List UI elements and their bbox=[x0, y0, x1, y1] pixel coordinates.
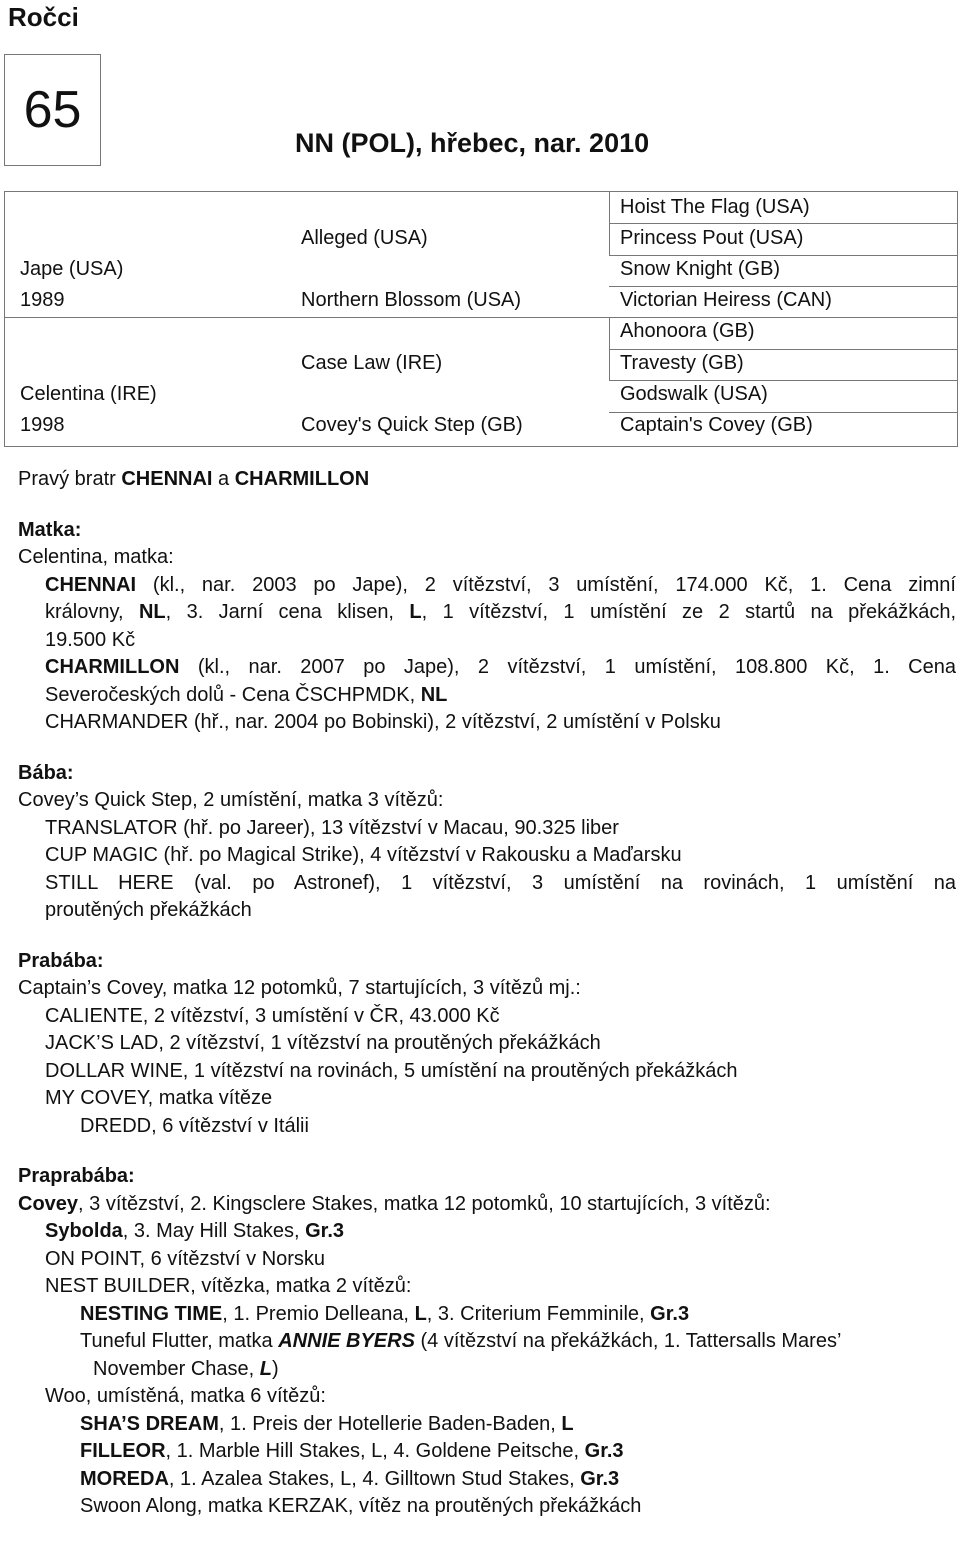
baba-intro: Covey’s Quick Step, 2 umístění, matka 3 vítězů: bbox=[18, 789, 444, 811]
offspring-line: MY COVEY, matka vítěze bbox=[45, 1087, 273, 1109]
pedigree-gen3: Captain's Covey (GB) bbox=[620, 414, 813, 436]
pedigree-gen3: Godswalk (USA) bbox=[620, 383, 768, 405]
offspring-line: proutěných překážkách bbox=[45, 899, 252, 921]
pedigree-gen2: Alleged (USA) bbox=[301, 227, 428, 249]
horse-title: NN (POL), hřebec, nar. 2010 bbox=[295, 128, 650, 158]
offspring-line: královny, NL, 3. Jarní cena klisen, L, 1 vítězství, 1 umístění ze 2 startů na překážkách, bbox=[45, 601, 956, 623]
prababa-heading: Prabába: bbox=[18, 949, 104, 972]
offspring-line: CALIENTE, 2 vítězství, 3 umístění v ČR, 43.000 Kč bbox=[45, 1004, 500, 1027]
pedigree-divider bbox=[609, 317, 610, 380]
pedigree-table bbox=[4, 191, 958, 447]
matka-intro: Celentina, matka: bbox=[18, 546, 174, 568]
pedigree-sire-name: Jape (USA) bbox=[20, 258, 124, 280]
pedigree-notes bbox=[18, 466, 956, 1521]
pedigree-divider bbox=[5, 317, 957, 318]
offspring-line: SHA’S DREAM, 1. Preis der Hotellerie Baden-Baden, L bbox=[80, 1412, 574, 1435]
pedigree-gen3: Victorian Heiress (CAN) bbox=[620, 289, 832, 311]
matka-section bbox=[18, 517, 956, 737]
intro-section bbox=[18, 466, 956, 494]
praprababa-heading: Praprabába: bbox=[18, 1165, 135, 1187]
offspring-line: JACK’S LAD, 2 vítězství, 1 vítězství na proutěných překážkách bbox=[45, 1032, 601, 1054]
pedigree-gen3: Travesty (GB) bbox=[620, 352, 744, 374]
praprababa-intro: Covey, 3 vítězství, 2. Kingsclere Stakes, matka 12 potomků, 10 startujících, 3 vítězů: bbox=[18, 1192, 771, 1215]
offspring-line: CHARMANDER (hř., nar. 2004 po Bobinski), 2 vítězství, 2 umístění v Polsku bbox=[45, 711, 721, 733]
offspring-line: STILL HERE (val. po Astronef), 1 vítězství, 3 umístění na rovinách, 1 umístění na bbox=[45, 871, 956, 894]
horse-number-box bbox=[4, 54, 101, 166]
pedigree-gen3: Hoist The Flag (USA) bbox=[620, 196, 810, 218]
pedigree-gen2: Covey's Quick Step (GB) bbox=[301, 414, 523, 436]
offspring-line: CHARMILLON (kl., nar. 2007 po Jape), 2 vítězství, 1 umístění, 108.800 Kč, 1. Cena bbox=[45, 656, 956, 678]
pedigree-sire-year: 1989 bbox=[20, 289, 65, 311]
offspring-line: MOREDA, 1. Azalea Stakes, L, 4. Gilltown Stud Stakes, Gr.3 bbox=[80, 1467, 620, 1490]
pedigree-gen3: Princess Pout (USA) bbox=[620, 227, 804, 249]
prababa-section bbox=[18, 948, 956, 1141]
pedigree-divider bbox=[609, 255, 957, 256]
pedigree-divider bbox=[609, 349, 957, 350]
offspring-line: CUP MAGIC (hř. po Magical Strike), 4 vítězství v Rakousku a Maďarsku bbox=[45, 844, 682, 866]
offspring-line: November Chase, L) bbox=[93, 1357, 279, 1380]
offspring-line: Sybolda, 3. May Hill Stakes, Gr.3 bbox=[45, 1220, 344, 1242]
horse-number: 65 bbox=[23, 81, 82, 139]
offspring-line: Severočeských dolů - Cena ČSCHPMDK, NL bbox=[45, 683, 448, 706]
offspring-line: ON POINT, 6 vítězství v Norsku bbox=[45, 1247, 326, 1270]
praprababa-section bbox=[18, 1163, 956, 1521]
pedigree-gen3: Snow Knight (GB) bbox=[620, 258, 781, 280]
offspring-line: NEST BUILDER, vítězka, matka 2 vítězů: bbox=[45, 1275, 412, 1297]
baba-section bbox=[18, 760, 956, 925]
offspring-line: DREDD, 6 vítězství v Itálii bbox=[80, 1114, 309, 1137]
pedigree-divider bbox=[609, 286, 957, 287]
matka-heading: Matka: bbox=[18, 518, 82, 541]
section-title: Ročci bbox=[8, 2, 79, 32]
pedigree-divider bbox=[609, 192, 610, 255]
offspring-line: Woo, umístěná, matka 6 vítězů: bbox=[45, 1385, 326, 1407]
offspring-line: TRANSLATOR (hř. po Jareer), 13 vítězství v Macau, 90.325 liber bbox=[45, 816, 619, 839]
pedigree-divider bbox=[609, 223, 957, 224]
baba-heading: Bába: bbox=[18, 761, 74, 784]
offspring-line: Tuneful Flutter, matka ANNIE BYERS (4 vítězství na překážkách, 1. Tattersalls Mares’ bbox=[80, 1330, 842, 1352]
offspring-line: Swoon Along, matka KERZAK, vítěz na proutěných překážkách bbox=[80, 1495, 642, 1517]
pedigree-gen2: Case Law (IRE) bbox=[301, 352, 443, 374]
pedigree-divider bbox=[609, 380, 957, 381]
offspring-line: NESTING TIME, 1. Premio Delleana, L, 3. Criterium Femminile, Gr.3 bbox=[80, 1302, 690, 1325]
offspring-line: FILLEOR, 1. Marble Hill Stakes, L, 4. Goldene Peitsche, Gr.3 bbox=[80, 1440, 624, 1462]
offspring-line: DOLLAR WINE, 1 vítězství na rovinách, 5 umístění na proutěných překážkách bbox=[45, 1059, 738, 1082]
prababa-intro: Captain’s Covey, matka 12 potomků, 7 startujících, 3 vítězů mj.: bbox=[18, 977, 581, 999]
offspring-line: 19.500 Kč bbox=[45, 628, 136, 651]
pedigree-dam-name: Celentina (IRE) bbox=[20, 383, 157, 405]
full-brother-line: Pravý bratr CHENNAI a CHARMILLON bbox=[18, 468, 370, 490]
pedigree-dam-year: 1998 bbox=[20, 414, 65, 436]
offspring-line: CHENNAI (kl., nar. 2003 po Jape), 2 vítězství, 3 umístění, 174.000 Kč, 1. Cena zimní bbox=[45, 573, 956, 596]
pedigree-gen3: Ahonoora (GB) bbox=[620, 320, 755, 342]
pedigree-gen2: Northern Blossom (USA) bbox=[301, 289, 522, 311]
